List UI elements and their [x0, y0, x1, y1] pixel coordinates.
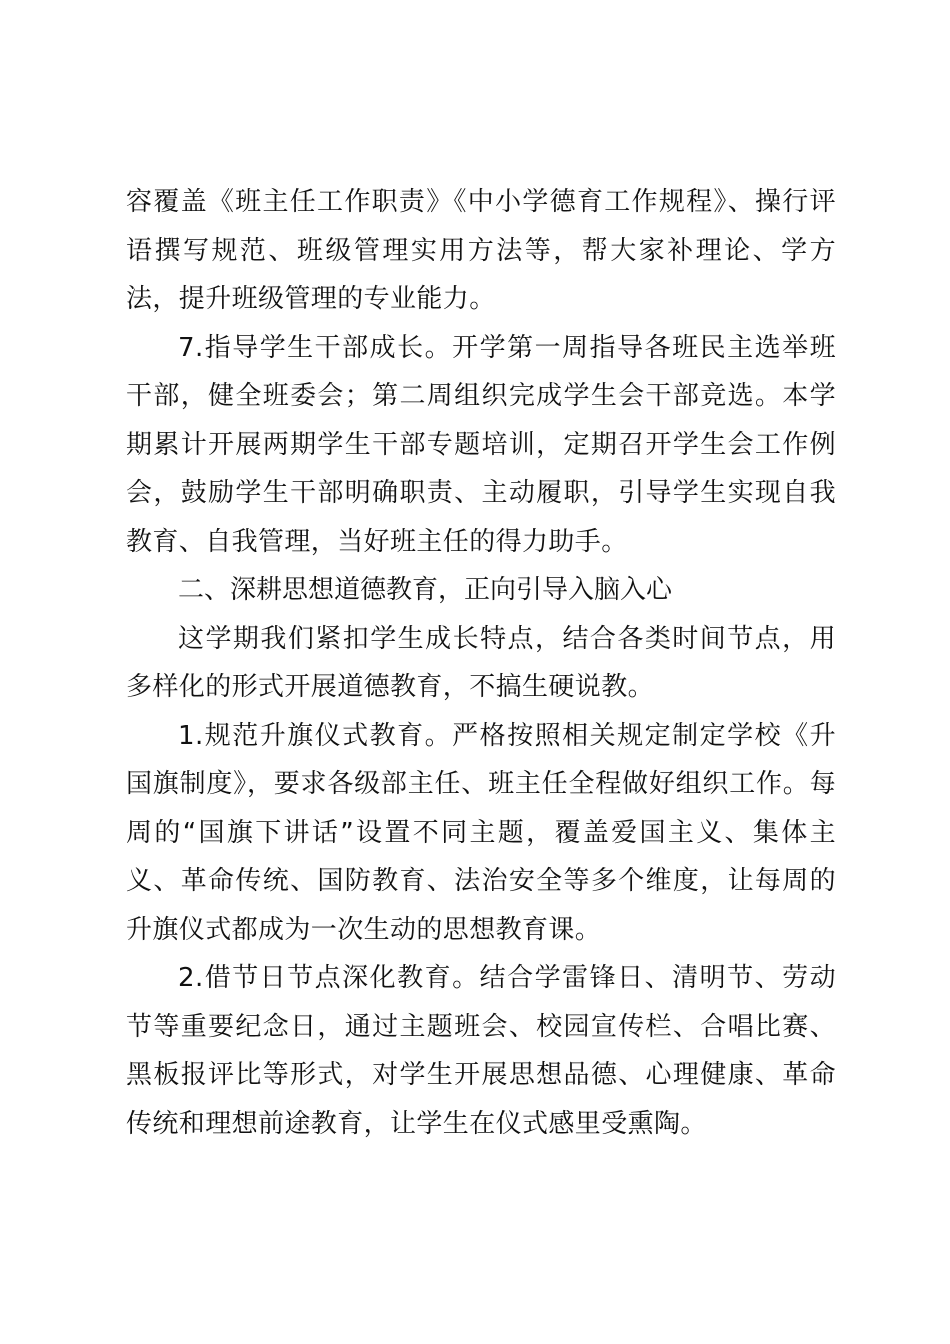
- paragraph-student-leaders: 7.指导学生干部成长。开学第一周指导各班民主选举班干部，健全班委会；第二周组织完成学生会干部竞选。本学期累计开展两期学生干部专题培训，定期召开学生会工作例会，鼓励学生干部明确职责、主动履职，引导学生实现自我教育、自我管理，当好班主任的得力助手。: [126, 332, 836, 557]
- paragraph-moral-intro: 这学期我们紧扣学生成长特点，结合各类时间节点，用多样化的形式开展道德教育，不搞生硬说教。: [126, 623, 836, 702]
- paragraph-continuation: 容覆盖《班主任工作职责》《中小学德育工作规程》、操行评语撰写规范、班级管理实用方法等，帮大家补理论、学方法，提升班级管理的专业能力。: [126, 187, 836, 314]
- paragraph-flag-ceremony: 1.规范升旗仪式教育。严格按照相关规定制定学校《升国旗制度》，要求各级部主任、班主任全程做好组织工作。每周的“国旗下讲话”设置不同主题，覆盖爱国主义、集体主义、革命传统、国防教育、法治安全等多个维度，让每周的升旗仪式都成为一次生动的思想教育课。: [126, 720, 836, 945]
- section-heading-moral-education: 二、深耕思想道德教育，正向引导入脑入心: [178, 575, 673, 605]
- paragraph-festival-education: 2.借节日节点深化教育。结合学雷锋日、清明节、劳动节等重要纪念日，通过主题班会、校园宣传栏、合唱比赛、黑板报评比等形式，对学生开展思想品德、心理健康、革命传统和理想前途教育，让学生在仪式感里受熏陶。: [126, 963, 836, 1139]
- document-body: [126, 178, 836, 1148]
